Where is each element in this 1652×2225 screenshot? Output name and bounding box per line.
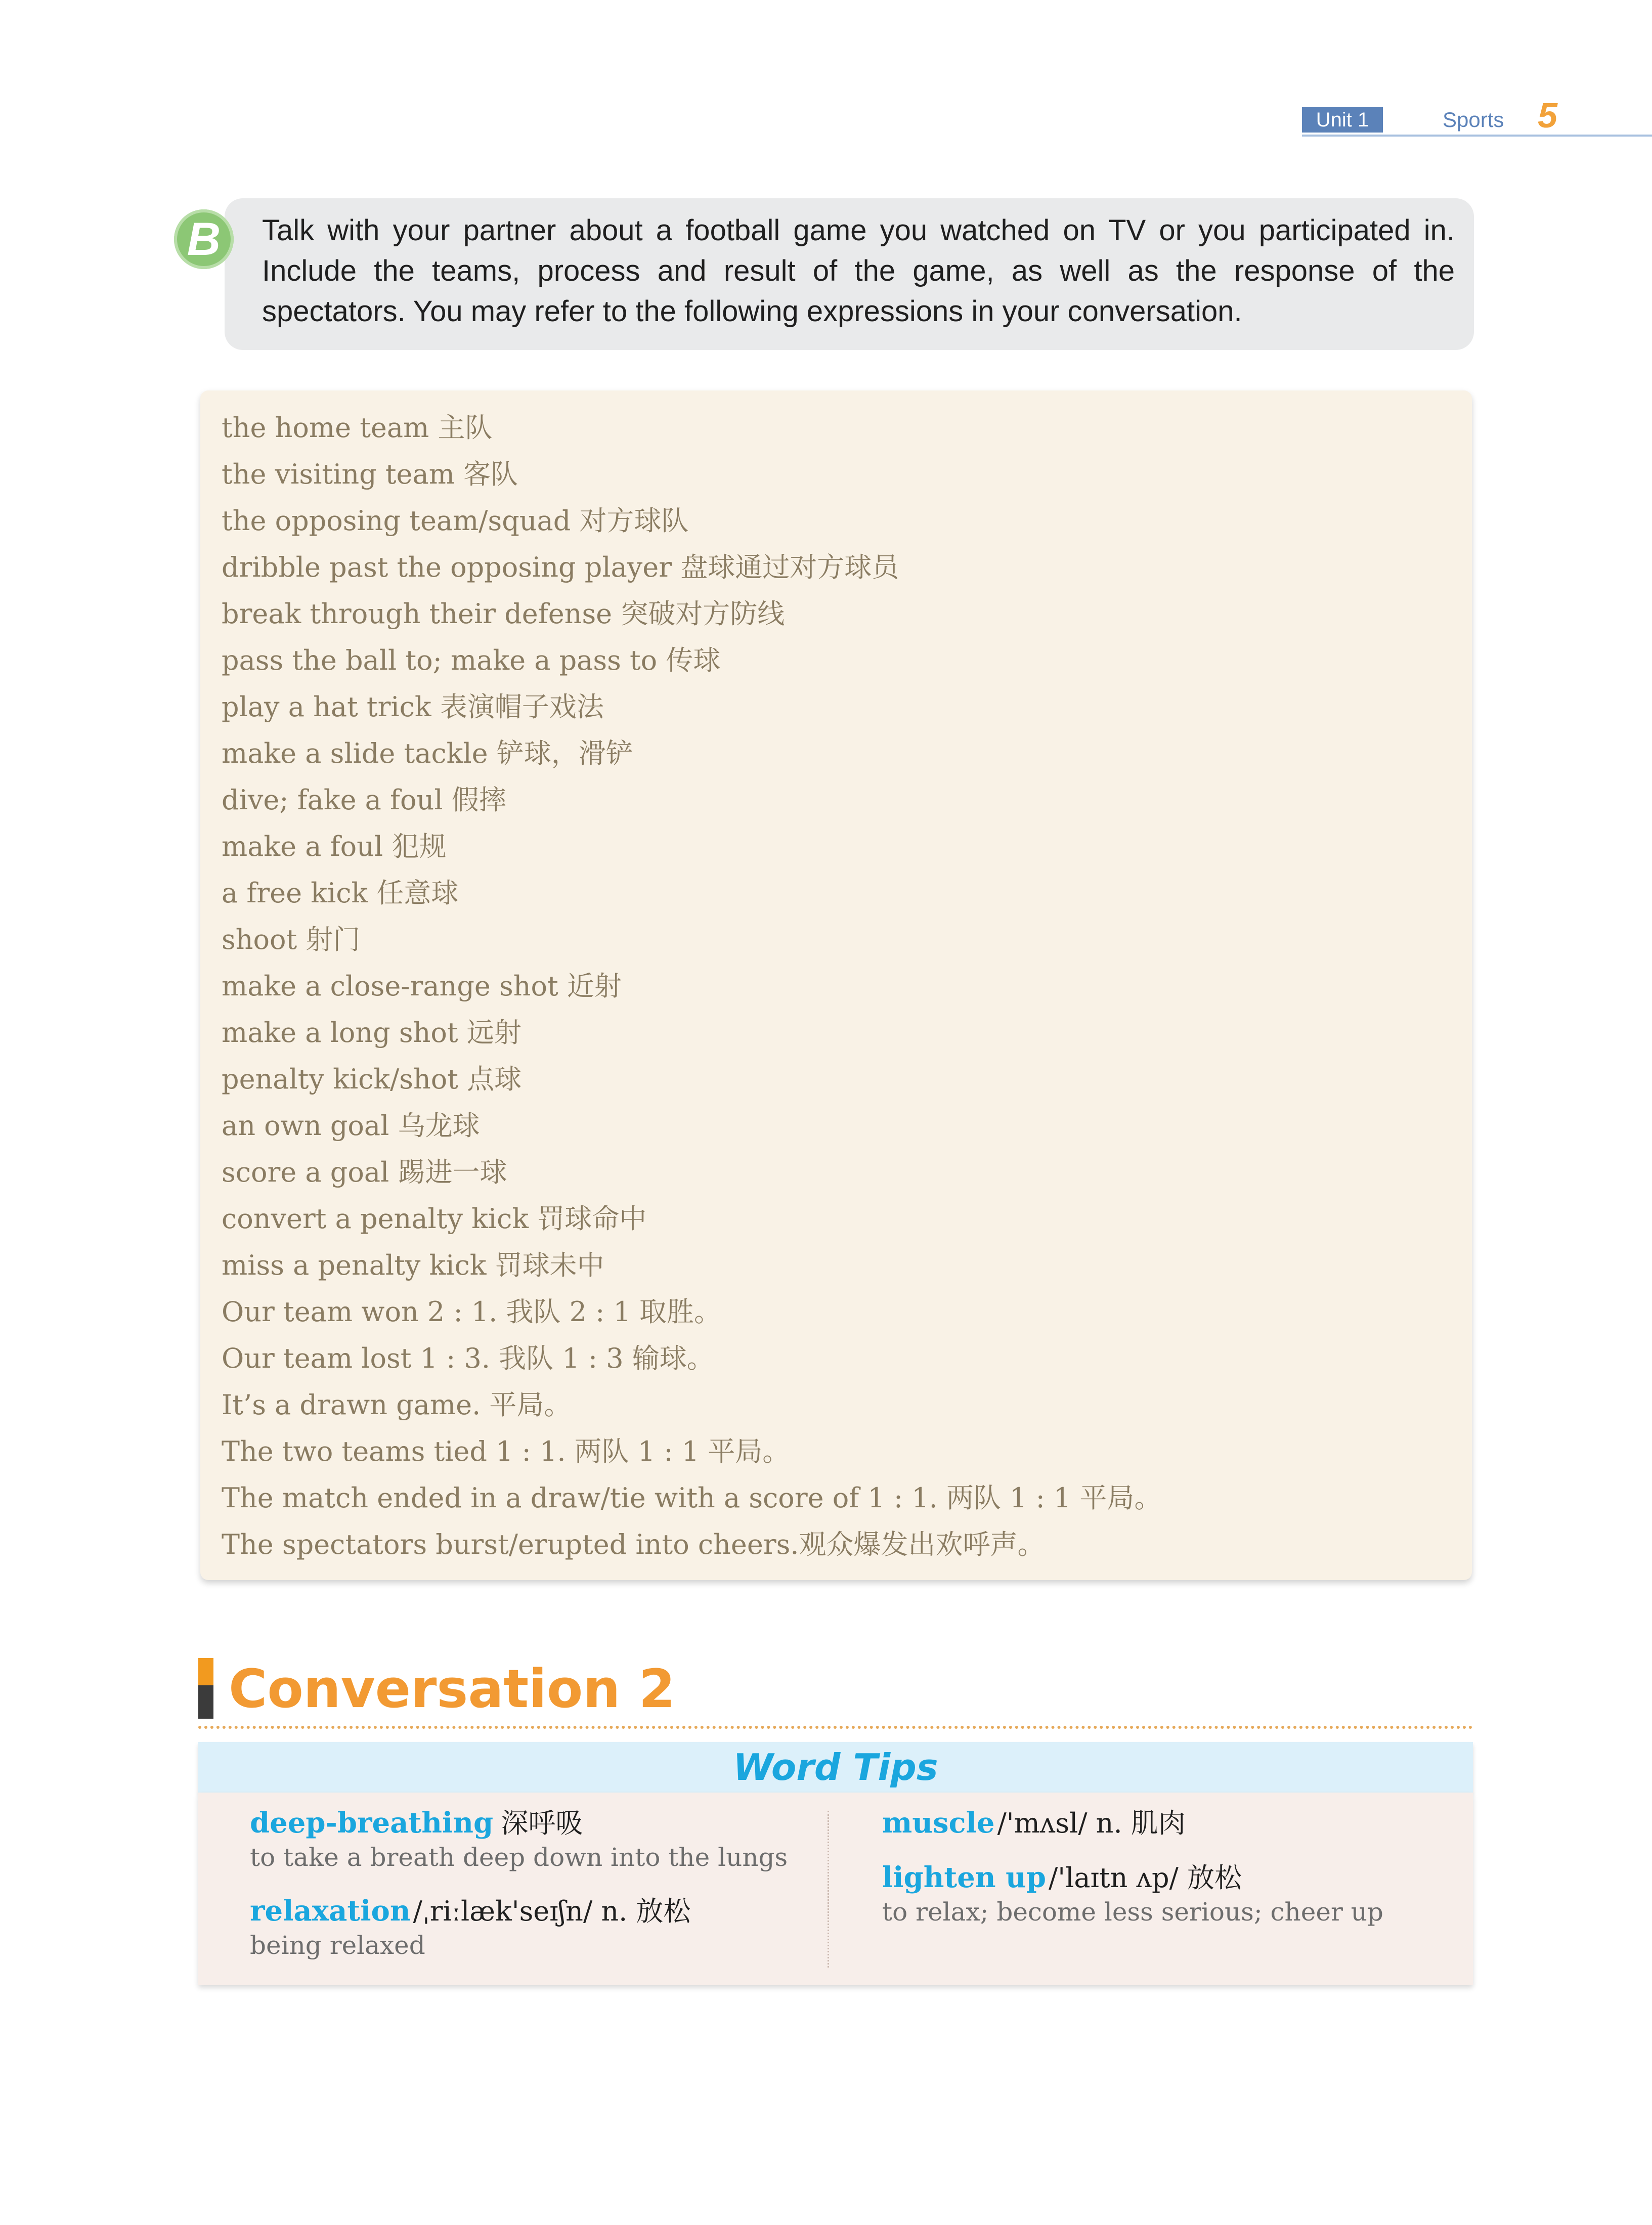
entry-definition: to take a breath deep down into the lungs <box>250 1843 788 1872</box>
expression-item: the visiting team 客队 <box>222 458 518 490</box>
word-tips-title: Word Tips <box>733 1746 938 1788</box>
expression-item: make a slide tackle 铲球，滑铲 <box>222 737 633 769</box>
word-entry-deep-breathing <box>250 1805 788 1873</box>
expression-item: The match ended in a draw/tie with a score of 1 : 1. 两队 1 : 1 平局。 <box>222 1482 1162 1514</box>
header-rule <box>1302 135 1652 137</box>
expression-item: make a long shot 远射 <box>222 1017 521 1049</box>
conversation-title: Conversation 2 <box>229 1658 675 1720</box>
word-tips-header <box>198 1742 1473 1793</box>
expression-item: the opposing team/squad 对方球队 <box>222 505 689 537</box>
expression-item: miss a penalty kick 罚球未中 <box>222 1249 604 1281</box>
expression-item: an own goal 乌龙球 <box>222 1110 480 1142</box>
dotted-divider <box>198 1726 1473 1729</box>
entry-meaning: /'laɪtn ʌp/ 放松 <box>1049 1862 1242 1894</box>
entry-headword: lighten up <box>882 1861 1046 1894</box>
expression-item: convert a penalty kick 罚球命中 <box>222 1203 647 1235</box>
heading-accent-bar <box>198 1658 213 1685</box>
expression-item: It’s a drawn game. 平局。 <box>222 1389 572 1421</box>
entry-meaning: /ˌriːlæk'seɪʃn/ n. 放松 <box>413 1895 691 1927</box>
expression-item: dribble past the opposing player 盘球通过对方球员 <box>222 551 899 583</box>
expression-item: make a close-range shot 近射 <box>222 970 622 1002</box>
expressions-list <box>222 405 1162 1568</box>
expression-item: the home team 主队 <box>222 412 493 444</box>
entry-definition: to relax; become less serious; cheer up <box>882 1897 1383 1927</box>
entry-headword: muscle <box>882 1806 995 1840</box>
exercise-b-badge <box>174 209 234 269</box>
expression-item: dive; fake a foul 假摔 <box>222 784 506 816</box>
entry-meaning: /'mʌsl/ n. 肌肉 <box>997 1807 1186 1839</box>
exercise-badge-letter: B <box>187 213 221 265</box>
word-entry-muscle <box>882 1805 1186 1842</box>
expression-item: Our team won 2 : 1. 我队 2 : 1 取胜。 <box>222 1296 722 1328</box>
expression-item: make a foul 犯规 <box>222 831 447 862</box>
entry-meaning: 深呼吸 <box>501 1807 583 1839</box>
heading-accent-bar-dark <box>198 1685 213 1719</box>
expression-item: Our team lost 1 : 3. 我队 1 : 3 输球。 <box>222 1342 714 1374</box>
entry-headword: deep-breathing <box>250 1806 494 1840</box>
expression-item: penalty kick/shot 点球 <box>222 1063 522 1095</box>
entry-definition: being relaxed <box>250 1931 425 1960</box>
entry-headword: relaxation <box>250 1894 411 1928</box>
expression-item: The spectators burst/erupted into cheers.观众爆发出欢呼声。 <box>222 1529 1045 1560</box>
exercise-b-instruction: Talk with your partner about a football game you watched on TV or you participated in. Include the teams, process and result of the game, as well as the response of the spectators. You may refer to the following expressions in your conversation. <box>262 214 1455 328</box>
expression-item: shoot 射门 <box>222 924 361 955</box>
expression-item: The two teams tied 1 : 1. 两队 1 : 1 平局。 <box>222 1435 790 1467</box>
expression-item: score a goal 踢进一球 <box>222 1156 507 1188</box>
unit-label: Unit 1 <box>1302 107 1383 133</box>
expression-item: break through their defense 突破对方防线 <box>222 598 785 630</box>
expression-item: a free kick 任意球 <box>222 877 459 909</box>
section-title: Sports <box>1443 108 1504 132</box>
expression-item: play a hat trick 表演帽子戏法 <box>222 691 604 723</box>
word-entry-lighten-up <box>882 1859 1383 1928</box>
expression-item: pass the ball to; make a pass to 传球 <box>222 644 721 676</box>
page-number: 5 <box>1538 96 1557 135</box>
word-tips-column-divider <box>828 1811 829 1968</box>
word-entry-relaxation <box>250 1893 690 1961</box>
